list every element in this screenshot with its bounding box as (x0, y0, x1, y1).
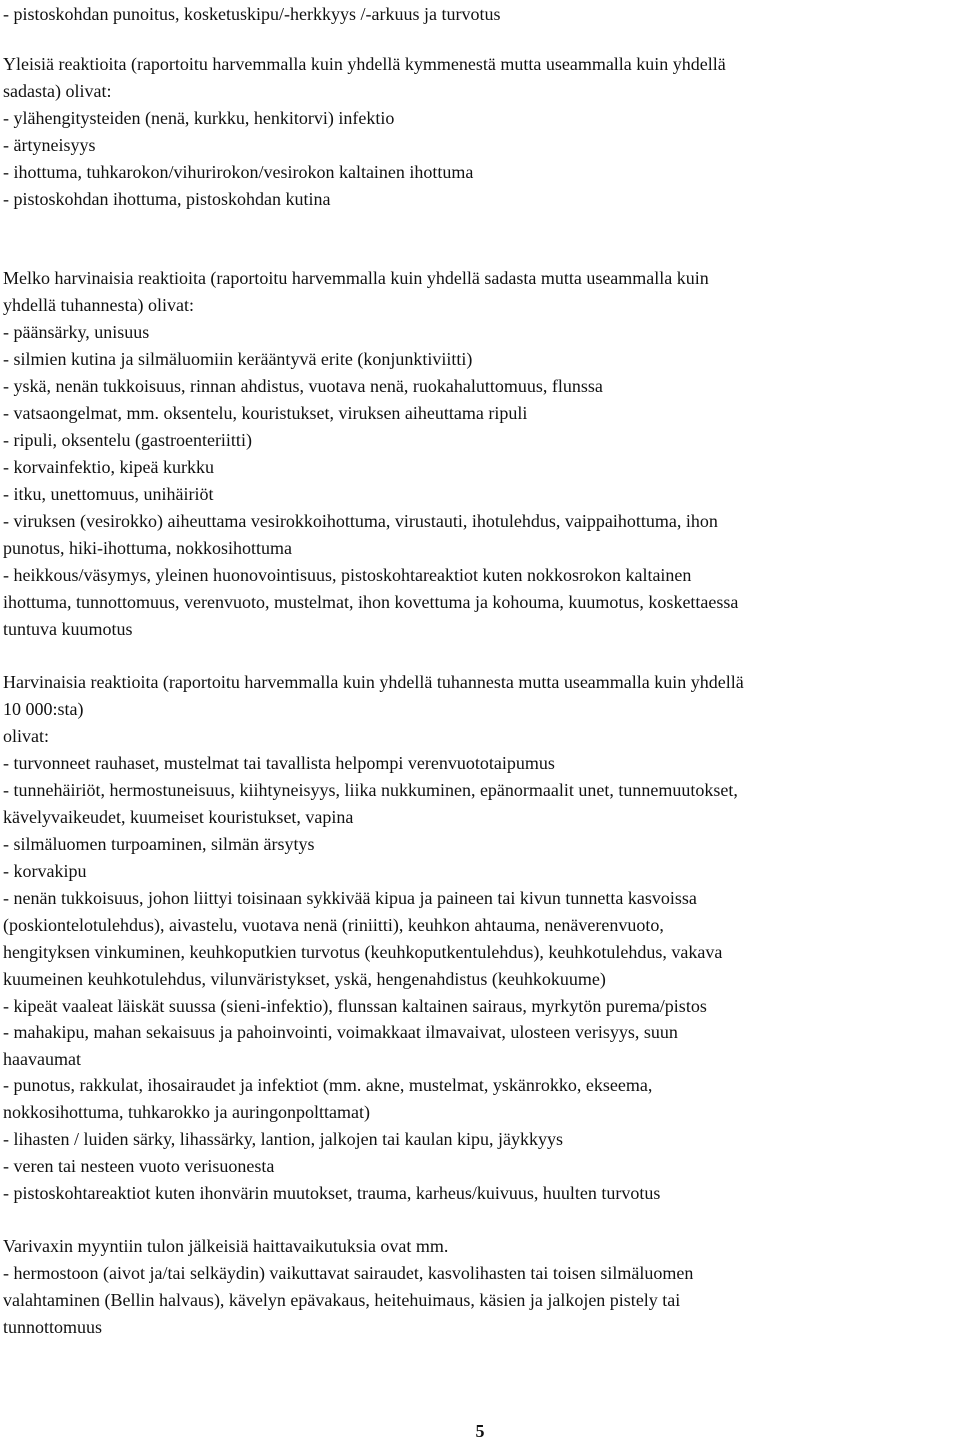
text-line: tuntuva kuumotus (3, 619, 133, 639)
text-line: kävelyvaikeudet, kuumeiset kouristukset, vapina (3, 807, 354, 827)
paragraph-heading-rare: Harvinaisia reaktioita (raportoitu harvemmalla kuin yhdellä tuhannesta mutta useammalla kuin yhdellä (3, 672, 744, 692)
text-line: kuumeinen keuhkotulehdus, vilunväristykset, yskä, hengenahdistus (keuhkokuume) (3, 969, 606, 989)
list-item: - tunnehäiriöt, hermostuneisuus, kiihtyneisyys, liika nukkuminen, epänormaalit unet, tunnemuutokset, (3, 780, 738, 800)
paragraph-heading-postmarketing: Varivaxin myyntiin tulon jälkeisiä haittavaikutuksia ovat mm. (3, 1236, 449, 1256)
list-item: - silmäluomen turpoaminen, silmän ärsytys (3, 834, 315, 854)
list-item: - pistoskohdan ihottuma, pistoskohdan kutina (3, 189, 331, 209)
list-item: - viruksen (vesirokko) aiheuttama vesirokkoihottuma, virustauti, ihotulehdus, vaippaihottuma, ihon (3, 511, 718, 531)
list-item: - ärtyneisyys (3, 135, 96, 155)
list-item: - korvainfektio, kipeä kurkku (3, 457, 214, 477)
list-item: - päänsärky, unisuus (3, 322, 150, 342)
text-line: punotus, hiki-ihottuma, nokkosihottuma (3, 538, 292, 558)
text-line: haavaumat (3, 1049, 81, 1069)
list-item: - ihottuma, tuhkarokon/vihurirokon/vesirokon kaltainen ihottuma (3, 162, 474, 182)
list-item: - silmien kutina ja silmäluomiin kerääntyvä erite (konjunktiviitti) (3, 349, 473, 369)
text-line: nokkosihottuma, tuhkarokko ja auringonpolttamat) (3, 1102, 370, 1122)
list-item: - korvakipu (3, 861, 87, 881)
text-line: sadasta) olivat: (3, 81, 112, 101)
list-item: - turvonneet rauhaset, mustelmat tai tavallista helpompi verenvuototaipumus (3, 753, 555, 773)
list-item: - pistoskohtareaktiot kuten ihonvärin muutokset, trauma, karheus/kuivuus, huulten turvotus (3, 1183, 661, 1203)
text-line: hengityksen vinkuminen, keuhkoputkien turvotus (keuhkoputkentulehdus), keuhkotulehdus, vakava (3, 942, 723, 962)
list-item: - veren tai nesteen vuoto verisuonesta (3, 1156, 275, 1176)
text-line: olivat: (3, 726, 49, 746)
list-item: - vatsaongelmat, mm. oksentelu, kouristukset, viruksen aiheuttama ripuli (3, 403, 528, 423)
text-line: ihottuma, tunnottomuus, verenvuoto, mustelmat, ihon kovettuma ja kohouma, kuumotus, koskettaessa (3, 592, 739, 612)
text-line: valahtaminen (Bellin halvaus), kävelyn epävakaus, heitehuimaus, käsien ja jalkojen pistely tai (3, 1290, 681, 1310)
text-line: (poskiontelotulehdus), aivastelu, vuotava nenä (riniitti), keuhkon ahtauma, nenäverenvuoto, (3, 915, 664, 935)
list-item: - itku, unettomuus, unihäiriöt (3, 484, 214, 504)
text-line: yhdellä tuhannesta) olivat: (3, 295, 194, 315)
paragraph-heading-common: Yleisiä reaktioita (raportoitu harvemmalla kuin yhdellä kymmenestä mutta useammalla kuin yhdellä (3, 54, 726, 74)
text-line: 10 000:sta) (3, 699, 84, 719)
list-item: - punotus, rakkulat, ihosairaudet ja infektiot (mm. akne, mustelmat, yskänrokko, ekseema, (3, 1075, 653, 1095)
paragraph-heading-uncommon: Melko harvinaisia reaktioita (raportoitu harvemmalla kuin yhdellä sadasta mutta useammalla kuin (3, 268, 709, 288)
list-item: - heikkous/väsymys, yleinen huonovointisuus, pistoskohtareaktiot kuten nokkosrokon kaltainen (3, 565, 692, 585)
list-item: - hermostoon (aivot ja/tai selkäydin) vaikuttavat sairaudet, kasvolihasten tai toisen silmäluomen (3, 1263, 694, 1283)
page-number: 5 (475, 1421, 485, 1441)
list-item: - mahakipu, mahan sekaisuus ja pahoinvointi, voimakkaat ilmavaivat, ulosteen verisyys, suun (3, 1022, 678, 1042)
list-item: - nenän tukkoisuus, johon liittyi toisinaan sykkivää kipua ja paineen tai kivun tunnetta kasvoissa (3, 888, 697, 908)
list-item: - yskä, nenän tukkoisuus, rinnan ahdistus, vuotava nenä, ruokahaluttomuus, flunssa (3, 376, 603, 396)
list-item: - ripuli, oksentelu (gastroenteriitti) (3, 430, 252, 450)
list-item: - kipeät vaaleat läiskät suussa (sieni-infektio), flunssan kaltainen sairaus, myrkytön purema/pistos (3, 996, 707, 1016)
list-item: - ylähengitysteiden (nenä, kurkku, henkitorvi) infektio (3, 108, 395, 128)
text-line: tunnottomuus (3, 1317, 103, 1337)
list-item: - lihasten / luiden särky, lihassärky, lantion, jalkojen tai kaulan kipu, jäykkyys (3, 1129, 564, 1149)
text-line: - pistoskohdan punoitus, kosketuskipu/-herkkyys /-arkuus ja turvotus (3, 4, 501, 24)
